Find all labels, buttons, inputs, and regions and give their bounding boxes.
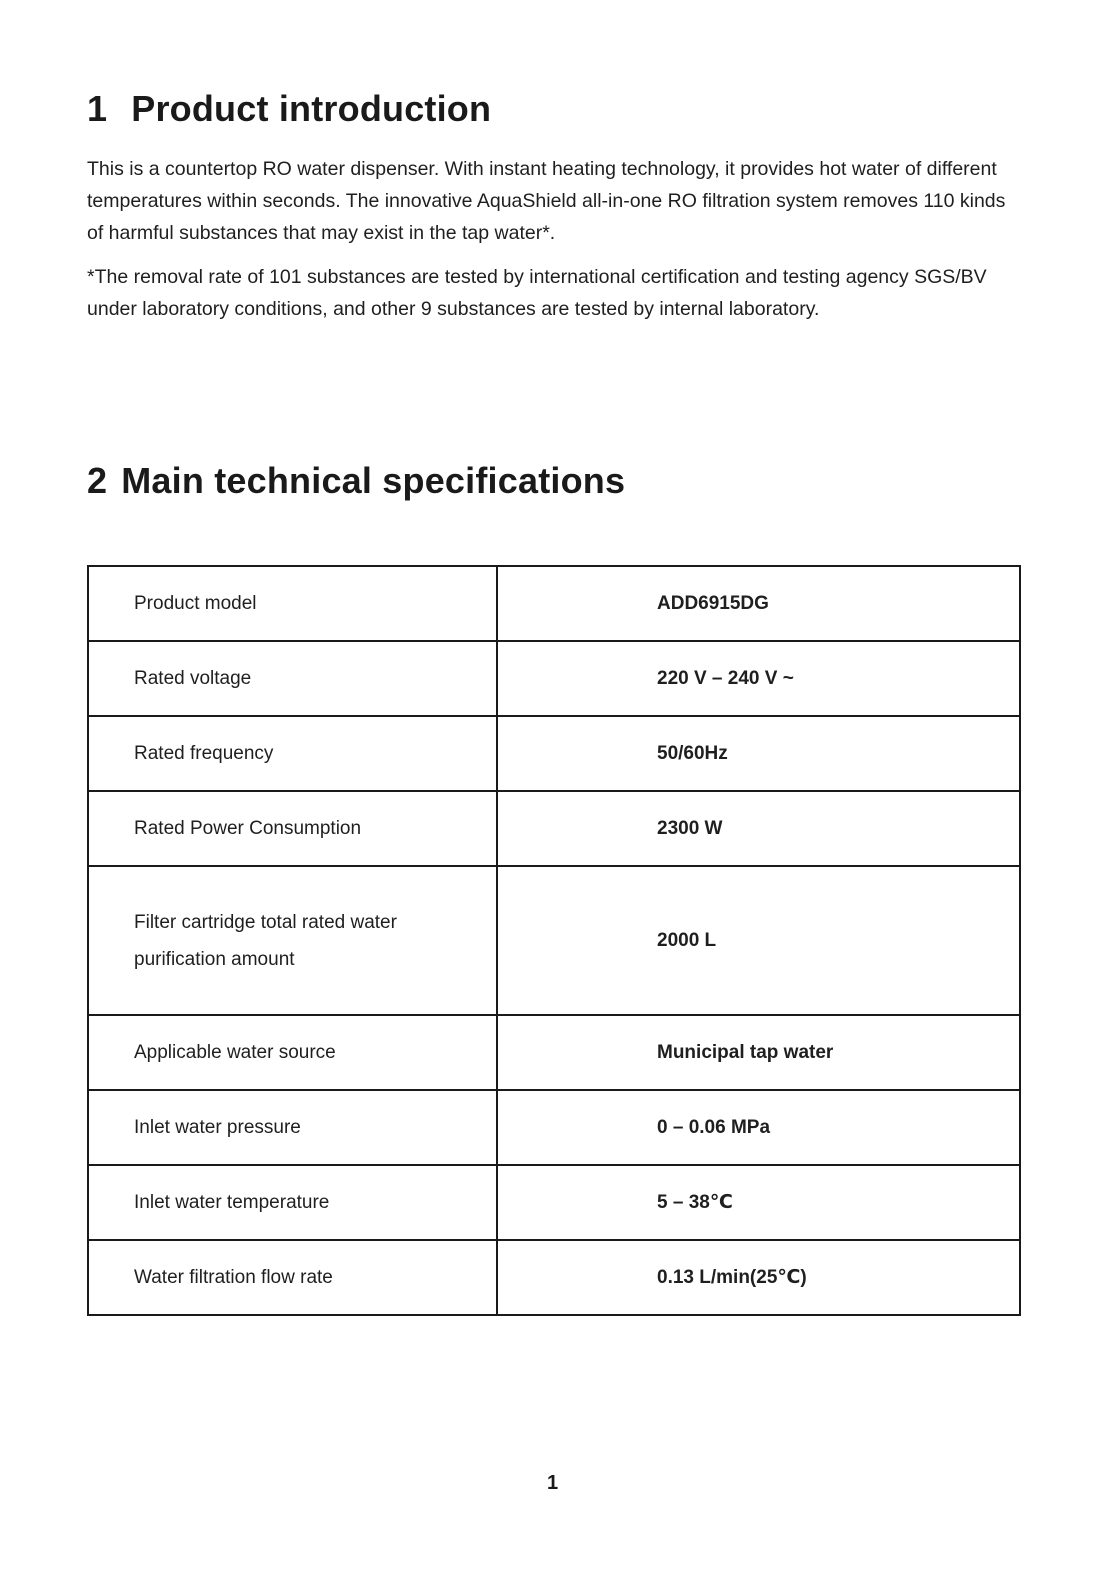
spec-value: 0 – 0.06 MPa: [497, 1090, 1020, 1165]
spec-value: ADD6915DG: [497, 566, 1020, 641]
spec-label: Rated frequency: [88, 716, 497, 791]
spec-value: 5 – 38℃: [497, 1165, 1020, 1240]
spec-label: Product model: [88, 566, 497, 641]
table-row: [88, 566, 1020, 641]
table-row: [88, 791, 1020, 866]
table-row: [88, 1090, 1020, 1165]
section-title: Product introduction: [131, 88, 492, 129]
table-row: [88, 1165, 1020, 1240]
spec-value: 2300 W: [497, 791, 1020, 866]
section-number: 1: [87, 88, 108, 129]
spec-label: Filter cartridge total rated water purification amount: [88, 866, 497, 1015]
spec-value: 2000 L: [497, 866, 1020, 1015]
section-heading-technical-specifications: [87, 460, 625, 502]
specifications-table: [87, 565, 1021, 1316]
table-row: [88, 866, 1020, 1015]
table-row: [88, 1015, 1020, 1090]
spec-value: 0.13 L/min(25℃): [497, 1240, 1020, 1315]
table-row: [88, 1240, 1020, 1315]
spec-label: Rated Power Consumption: [88, 791, 497, 866]
spec-value: 50/60Hz: [497, 716, 1020, 791]
page-number: 1: [546, 1472, 559, 1494]
spec-label: Applicable water source: [88, 1015, 497, 1090]
spec-label: Water filtration flow rate: [88, 1240, 497, 1315]
spec-label: Inlet water temperature: [88, 1165, 497, 1240]
section-number: 2: [87, 460, 108, 501]
section-title: Main technical specifications: [121, 460, 626, 501]
table-row: [88, 716, 1020, 791]
table-row: [88, 641, 1020, 716]
intro-paragraph: This is a countertop RO water dispenser. With instant heating technology, it provides hot water of different temperatures within seconds. The innovative AquaShield all-in-one RO filtration system removes 110 kinds of harmful substances that may exist in the tap water*.: [87, 158, 1006, 244]
spec-value: Municipal tap water: [497, 1015, 1020, 1090]
spec-label: Inlet water pressure: [88, 1090, 497, 1165]
footnote-paragraph: *The removal rate of 101 substances are tested by international certification and testing agency SGS/BV under laboratory conditions, and other 9 substances are tested by internal laboratory.: [87, 266, 987, 320]
section-heading-product-introduction: [87, 88, 491, 130]
spec-label: Rated voltage: [88, 641, 497, 716]
spec-value: 220 V – 240 V ~: [497, 641, 1020, 716]
